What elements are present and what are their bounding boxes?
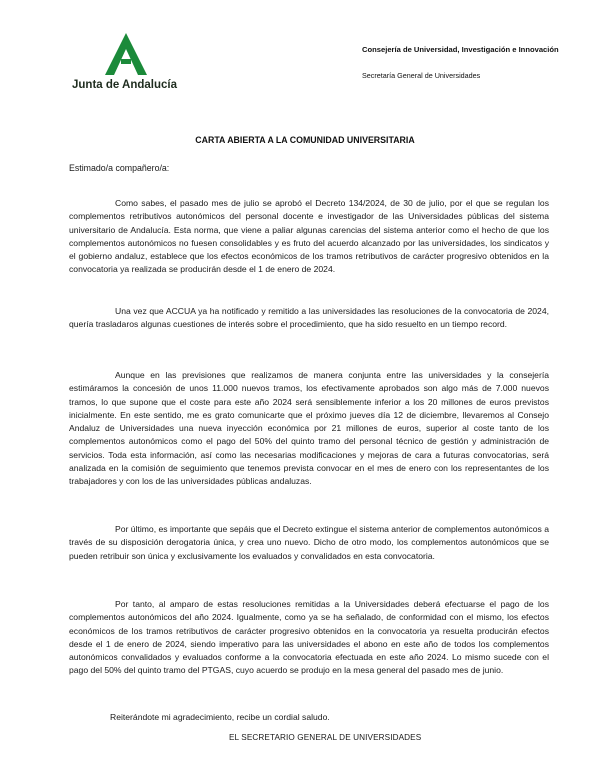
greeting: Estimado/a compañero/a:	[69, 163, 170, 173]
paragraph-text: Por tanto, al amparo de estas resoluciones remitidas a la Universidades deberá efectuarse el pago de los complementos autonómicos del año 2024. Igualmente, como ya se ha señalado, de conformidad con el mismo, los efectos económicos de los tramos retributivos de carácter progresivo obtenidos en la convocatoria ya resuelta producirán efectos desde el 1 de enero de 2024, siendo imperativo para las universidades el abono en este año de todos los complementos autonómicos convalidados y evaluados conforme a la convocatoria efectuada en este año 2024. Lo mismo sucede con el pago del 50% del quinto tramo del PTGAS, cuyo acuerdo se produjo en la mesa general del pasado mes de junio.	[69, 599, 549, 676]
paragraph-text: Una vez que ACCUA ya ha notificado y remitido a las universidades las resoluciones de la convocatoria de 2024, quería trasladaros algunas cuestiones de interés sobre el procedimiento, que ha sido resuelto en un tiempo record.	[69, 306, 549, 330]
andalucia-a-logo-icon	[104, 32, 148, 76]
paragraph-text: Aunque en las previsiones que realizamos de manera conjunta entre las universidades y la consejería estimáramos la concesión de unos 11.000 nuevos tramos, los efectivamente aprobados son algo más de 7.000 nuevos tramos, lo que supone que el coste para este año 2024 será sensiblemente inferior a los 20 millones de euros previstos inicialmente. En este sentido, me es grato comunicarte que el próximo jueves día 12 de diciembre, llevaremos al Consejo Andaluz de Universidades una nueva inyección económica por 21 millones de euros, superior al coste tanto de los complementos autonómicos como el pago del 50% del quinto tramo del personal técnico de gestión y administración de servicios. Toda esta información, así como las necesarias modificaciones y mejoras de cara a futuras convocatorias, será analizada en la comisión de seguimiento que tenemos prevista convocar en el mes de enero con los representantes de los trabajadores y con los de las universidades públicas andaluzas.	[69, 370, 549, 487]
letter-title: CARTA ABIERTA A LA COMUNIDAD UNIVERSITARIA	[195, 135, 415, 145]
paragraph	[69, 598, 549, 678]
paragraph	[69, 523, 549, 563]
paragraph	[69, 305, 549, 332]
closing-line: Reiterándote mi agradecimiento, recibe un cordial saludo.	[110, 712, 330, 722]
secretaria-name: Secretaría General de Universidades	[362, 71, 481, 80]
junta-de-andalucia-logo	[66, 32, 186, 96]
department-name: Consejería de Universidad, Investigación e Innovación	[362, 45, 559, 54]
paragraph-text: Por último, es importante que sepáis que el Decreto extingue el sistema anterior de complementos autonómicos a través de su disposición derogatoria única, y crea uno nuevo. Dicho de otro modo, los complementos autonómicos que se pueden retribuir son única y exclusivamente los evaluados y convalidados en esta convocatoria.	[69, 524, 549, 561]
paragraph	[69, 369, 549, 489]
letterhead	[362, 44, 562, 80]
signature: EL SECRETARIO GENERAL DE UNIVERSIDADES	[229, 733, 422, 742]
paragraph-text: Como sabes, el pasado mes de julio se aprobó el Decreto 134/2024, de 30 de julio, por el que se regulan los complementos retributivos autonómicos del personal docente e investigador de las Universidades públicas del sistema universitario de Andalucía. Esta norma, que viene a paliar algunas carencias del sistema anterior como el hecho de que los complementos autonómicos no fuesen consolidables y es fruto del acuerdo alcanzado por las universidades, los sindicatos y el gobierno andaluz, establece que los efectos económicos de los tramos retributivos de carácter progresivo obtenidos en la convocatoria ya realizada se producirán desde el 1 de enero de 2024.	[69, 198, 549, 275]
paragraph	[69, 197, 549, 277]
logo-text: Junta de Andalucía	[72, 79, 178, 91]
